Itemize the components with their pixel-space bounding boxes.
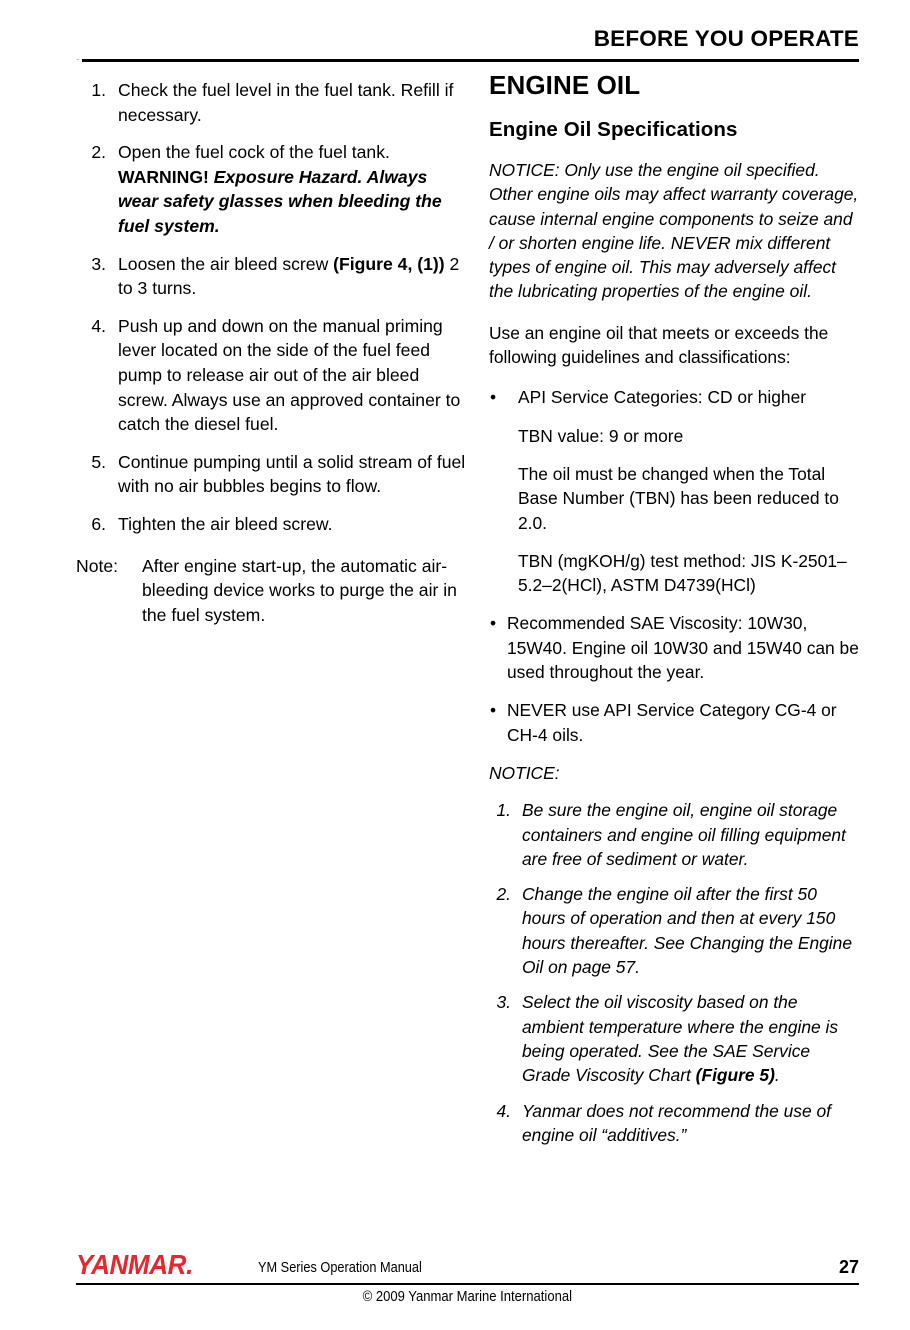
notice-number: 2.	[496, 884, 511, 905]
notice-text-tail: .	[774, 1065, 780, 1086]
notice-text: Yanmar does not recommend the use of engine oil “additives.”	[522, 1100, 832, 1145]
page-number: 27	[838, 1257, 859, 1277]
note-block	[76, 554, 466, 628]
notice-paragraph: NOTICE: Only use the engine oil specified. Other engine oils may affect warranty coverage, cause internal engine components to seize and / or shorten engine life. NEVER mix different types of engine oil. This may adversely affect the lubricating properties of the engine oil.	[489, 160, 859, 302]
list-item	[489, 990, 861, 1087]
list-item	[76, 252, 466, 301]
notice-text: Be sure the engine oil, engine oil storage containers and engine oil filling equipment are free of sediment or water.	[522, 800, 846, 869]
notice-number: 3.	[496, 992, 511, 1013]
fuel-bleeding-steps	[76, 78, 466, 537]
notice-text: Change the engine oil after the first 50 hours of operation and then at every 150 hours thereafter. See Changing the Engine Oil on page 57.	[522, 884, 853, 978]
list-item	[489, 798, 861, 871]
page-title: ENGINE OIL	[489, 70, 641, 100]
yanmar-logo: YANMAR.	[76, 1249, 193, 1280]
scan-artifact-mark: ⋅⋅	[76, 57, 79, 62]
header-title: BEFORE YOU OPERATE	[593, 26, 859, 51]
notice-list	[489, 798, 861, 1147]
note-label: Note:	[76, 555, 119, 576]
bullet-text: API Service Categories: CD or higher	[518, 387, 807, 408]
step-number: 6.	[91, 513, 106, 534]
list-item	[76, 140, 466, 238]
manual-title: YM Series Operation Manual	[258, 1260, 422, 1276]
notice-text: Select the oil viscosity based on the ambient temperature where the engine is being operated. See the SAE Service Grade Viscosity Chart	[522, 992, 839, 1086]
list-item	[76, 314, 466, 437]
warning-label: WARNING!	[118, 166, 209, 187]
list-item	[76, 450, 466, 499]
list-item	[76, 512, 466, 537]
step-number: 5.	[91, 451, 106, 472]
page-header	[76, 26, 859, 66]
copyright-notice	[76, 1288, 859, 1307]
bullet-icon: •	[490, 613, 497, 634]
bullet-icon: •	[490, 700, 497, 721]
step-text: Push up and down on the manual priming lever located on the side of the fuel feed pump to release air out of the air bleed screw. Always use an approved container to catch the diesel fuel.	[118, 315, 461, 435]
intro-paragraph: Use an engine oil that meets or exceeds the following guidelines and classifications:	[489, 322, 829, 368]
warning-text: Exposure Hazard. Always wear safety glasses when bleeding the fuel system.	[118, 166, 442, 236]
bullet-text: Recommended SAE Viscosity: 10W30, 15W40. Engine oil 10W30 and 15W40 can be used throughout the year.	[507, 613, 859, 683]
figure-reference: (Figure 4, (1))	[333, 253, 445, 274]
bullet-text: NEVER use API Service Category CG-4 or CH-4 oils.	[507, 700, 837, 745]
footer-divider	[76, 1283, 859, 1285]
step-text: Tighten the air bleed screw.	[118, 513, 333, 534]
step-number: 1.	[91, 80, 106, 100]
notice-number: 1.	[496, 800, 511, 821]
step-text: Continue pumping until a solid stream of fuel with no air bubbles begins to flow.	[118, 451, 466, 497]
page-footer	[76, 1248, 859, 1308]
figure-reference: (Figure 5)	[695, 1065, 775, 1086]
notice-heading: NOTICE:	[489, 762, 560, 783]
step-text: Check the fuel level in the fuel tank. Refill if necessary.	[118, 80, 454, 125]
bullet-sub-paragraph: TBN (mgKOH/g) test method: JIS K-2501–5.2–2(HCl), ASTM D4739(HCl)	[518, 550, 847, 596]
step-text-tail: 2 to 3 turns.	[118, 253, 460, 299]
bullet-sub-paragraph: The oil must be changed when the Total Base Number (TBN) has been reduced to 2.0.	[518, 463, 839, 533]
list-item	[76, 78, 466, 127]
step-text: Open the fuel cock of the fuel tank.	[118, 142, 390, 163]
note-text: After engine start-up, the automatic air-bleeding device works to purge the air in the fuel system.	[142, 555, 457, 625]
bullet-icon: •	[490, 387, 497, 408]
right-column	[489, 70, 861, 1158]
list-item	[489, 385, 861, 409]
step-number: 3.	[91, 253, 106, 274]
left-column	[76, 78, 466, 627]
list-item	[489, 698, 861, 747]
notice-number: 4.	[496, 1100, 511, 1121]
list-item	[489, 1099, 861, 1148]
header-divider	[82, 59, 859, 62]
step-number: 2.	[91, 142, 106, 163]
bullet-sub-paragraph: TBN value: 9 or more	[518, 425, 684, 446]
subsection-title: Engine Oil Specifications	[489, 118, 738, 141]
step-number: 4.	[91, 315, 106, 336]
list-item	[489, 882, 861, 979]
step-text: Loosen the air bleed screw	[118, 253, 334, 274]
copyright-text: © 2009 Yanmar Marine International	[362, 1289, 573, 1305]
list-item	[489, 611, 861, 684]
